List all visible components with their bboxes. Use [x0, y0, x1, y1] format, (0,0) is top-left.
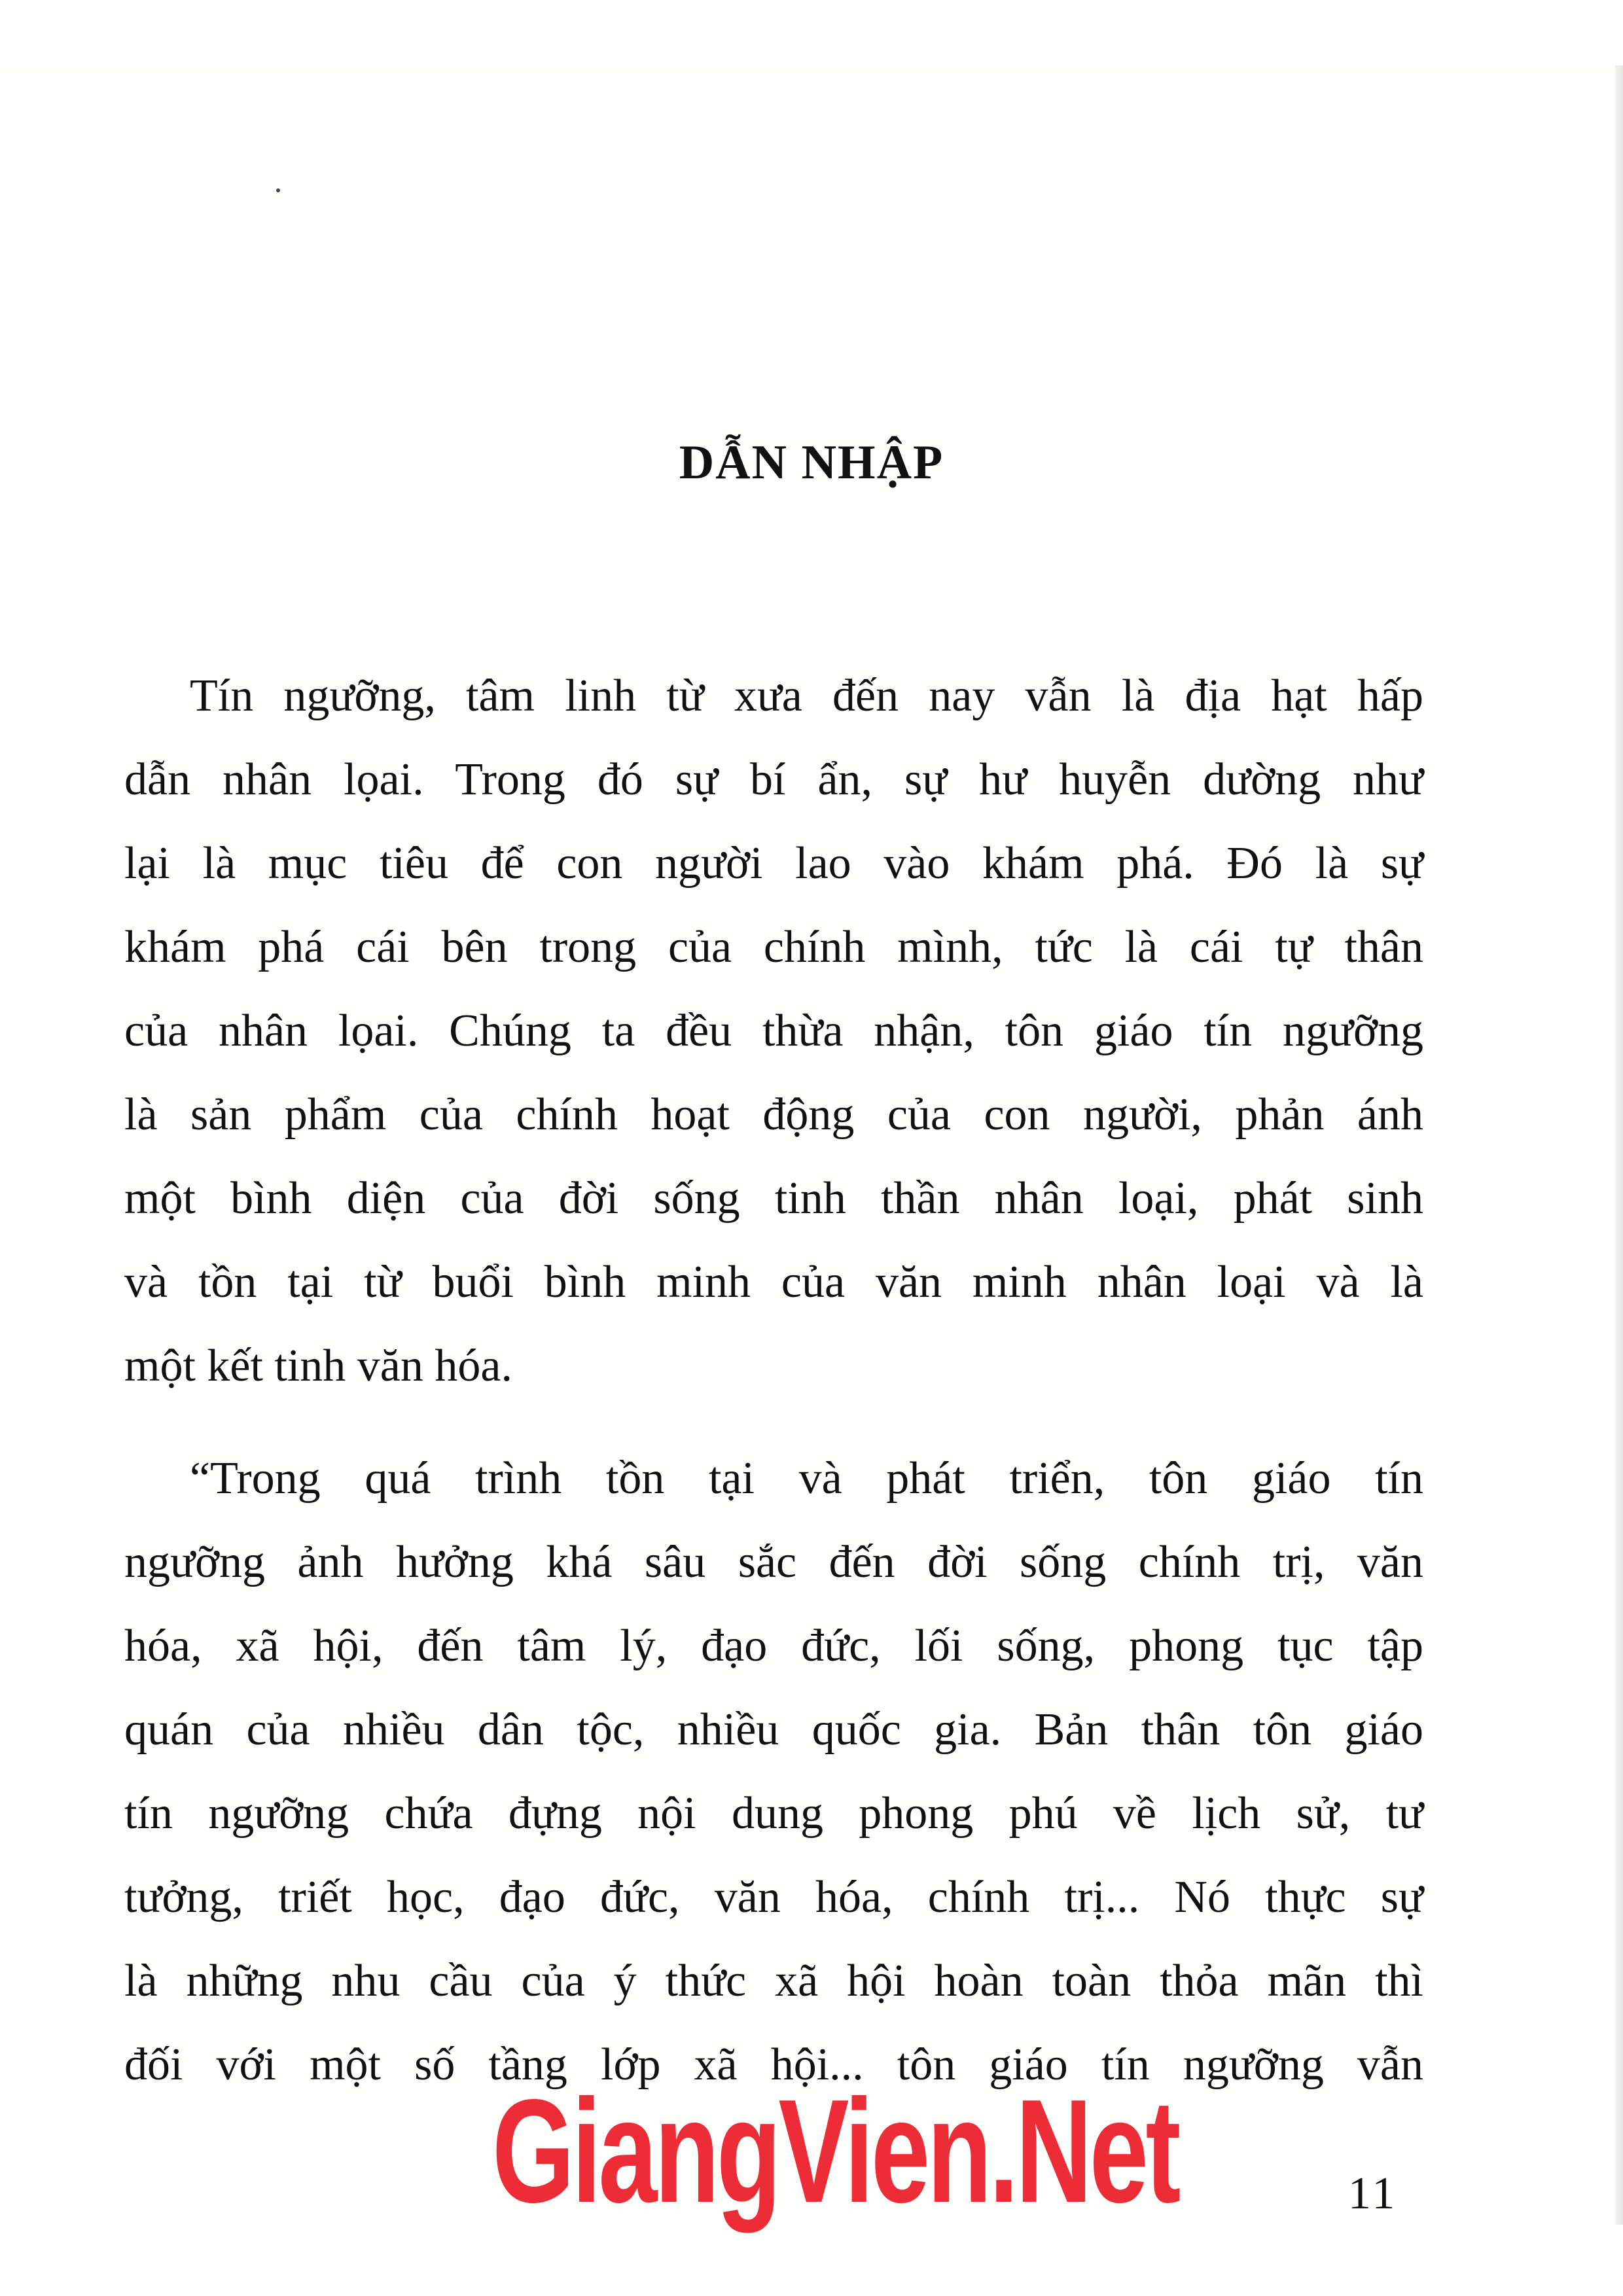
text-line: hóa, xã hội, đến tâm lý, đạo đức, lối sống, phong tục tập — [124, 1621, 1423, 1671]
text-line: tưởng, triết học, đạo đức, văn hóa, chính trị... Nó thực sự — [124, 1872, 1423, 1922]
text-line: là sản phẩm của chính hoạt động của con người, phản ánh — [124, 1089, 1423, 1140]
text-line: quán của nhiều dân tộc, nhiều quốc gia. Bản thân tôn giáo — [124, 1704, 1423, 1755]
scan-speck — [276, 188, 280, 192]
text-line: đối với một số tầng lớp xã hội... tôn giáo tín ngưỡng vẫn — [124, 2040, 1423, 2090]
text-line: và tồn tại từ buổi bình minh của văn minh nhân loại và là — [124, 1257, 1423, 1307]
text-line: dẫn nhân lọai. Trong đó sự bí ẩn, sự hư huyễn dường như — [124, 754, 1423, 805]
text-line: Tín ngưỡng, tâm linh từ xưa đến nay vẫn là địa hạt hấp — [190, 671, 1423, 721]
scan-margin-top — [0, 0, 1623, 65]
text-line: của nhân lọai. Chúng ta đều thừa nhận, tôn giáo tín ngưỡng — [124, 1006, 1423, 1056]
text-line: khám phá cái bên trong của chính mình, tức là cái tự thân — [124, 922, 1423, 972]
page-number: 11 — [1348, 2168, 1398, 2219]
text-line: một kết tinh văn hóa. — [124, 1341, 512, 1391]
scan-edge-right — [1615, 65, 1623, 2225]
text-line: là những nhu cầu của ý thức xã hội hoàn toàn thỏa mãn thì — [124, 1956, 1423, 2006]
paragraph-1 — [124, 654, 1423, 1408]
text-line: một bình diện của đời sống tinh thần nhân loại, phát sinh — [124, 1173, 1423, 1224]
paragraph-2 — [124, 1437, 1423, 2107]
text-line: lại là mục tiêu để con người lao vào khám phá. Đó là sự — [124, 838, 1423, 889]
text-line: tín ngưỡng chứa đựng nội dung phong phú về lịch sử, tư — [124, 1788, 1423, 1839]
page-title: DẪN NHẬP — [679, 436, 944, 489]
text-line: “Trong quá trình tồn tại và phát triển, tôn giáo tín — [190, 1453, 1423, 1504]
watermark-logo: GiangVien.Net — [492, 2068, 1179, 2233]
text-line: ngưỡng ảnh hưởng khá sâu sắc đến đời sống chính trị, văn — [124, 1537, 1423, 1587]
